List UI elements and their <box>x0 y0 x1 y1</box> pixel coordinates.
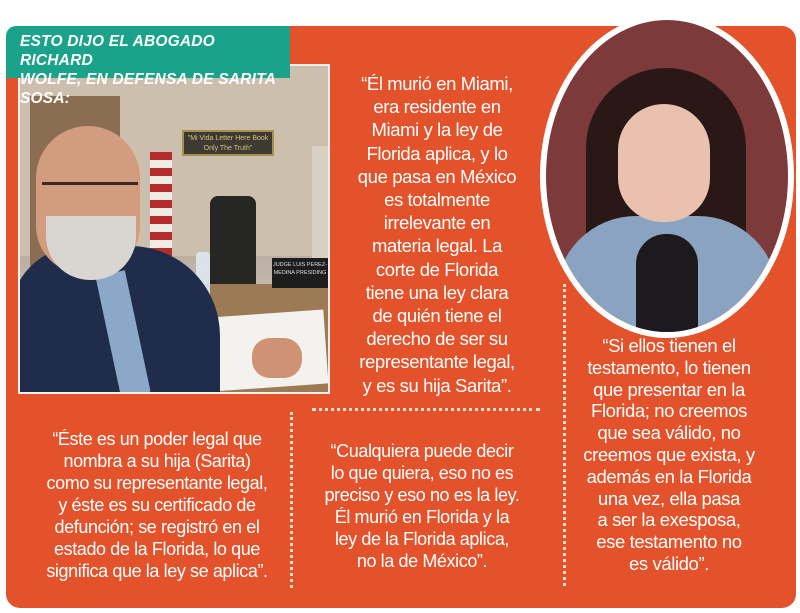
quote-line: como su representante legal, <box>46 473 268 493</box>
quote-top-center <box>342 72 532 397</box>
lawyer-photo <box>18 64 330 394</box>
caption-header <box>6 26 290 107</box>
quote-line: tiene una ley clara <box>365 281 509 303</box>
quote-line: era residente en <box>373 96 501 118</box>
quote-line: “Él murió en Miami, <box>361 73 513 94</box>
quote-line: Florida; no creemos <box>591 400 747 422</box>
quote-line: derecho de ser su <box>366 328 508 350</box>
dotted-divider-right <box>563 284 566 586</box>
quote-line: lo que quiera, eso no es <box>330 463 514 483</box>
quote-line: una vez, ella pasa <box>598 487 740 509</box>
quote-line: no la de México”. <box>356 551 488 571</box>
caption-line-1: ESTO DIJO EL ABOGADO RICHARD <box>20 33 215 69</box>
lawyer-glasses <box>42 182 138 199</box>
quote-line: Miami y la ley de <box>371 119 503 141</box>
portrait-face <box>618 104 710 222</box>
quote-bottom-left <box>30 428 284 582</box>
quote-line: y es su hija Sarita”. <box>362 374 512 396</box>
portrait-shirt <box>636 234 698 338</box>
quote-line: corte de Florida <box>375 258 499 280</box>
quote-line: a ser la exesposa, <box>597 509 741 531</box>
quote-line: representante legal, <box>359 351 515 373</box>
quote-line: que pasa en México <box>357 165 517 187</box>
judge-nameplate: JUDGE LUIS PEREZ-MEDINA PRESIDING <box>272 258 328 288</box>
quote-line: de quién tiene el <box>372 305 502 327</box>
quote-line: “Éste es un poder legal que <box>52 429 262 449</box>
quote-line: que presentar en la <box>593 378 745 400</box>
quote-line: “Si ellos tienen el <box>602 335 736 356</box>
quote-line: “Cualquiera puede decir <box>330 441 514 461</box>
caption-line-2: WOLFE, EN DEFENSA DE SARITA SOSA: <box>20 71 276 107</box>
quote-line: y éste es su certificado de <box>58 495 256 515</box>
quote-line: defunción; se registró en el <box>54 517 260 537</box>
quote-line: Él murió en Florida y la <box>334 507 510 527</box>
quote-line: es totalmente <box>384 189 490 211</box>
lawyer-hand <box>252 338 302 378</box>
sarita-portrait <box>540 14 794 338</box>
quote-line: significa que la ley se aplica”. <box>46 561 268 581</box>
quote-line: además en la Florida <box>586 465 752 487</box>
judge-chair <box>210 196 256 286</box>
quote-line: nombra a su hija (Sarita) <box>63 451 251 471</box>
quote-line: testamento, lo tienen <box>587 356 751 378</box>
quote-line: creemos que exista, y <box>583 443 755 465</box>
dotted-divider-left <box>290 412 293 588</box>
quote-line: materia legal. La <box>372 235 502 257</box>
quote-bottom-center <box>306 440 538 572</box>
quote-line: preciso y eso no es la ley. <box>324 485 520 505</box>
quote-line: es válido”. <box>629 552 709 574</box>
quote-line: ese testamento no <box>596 531 742 553</box>
quote-line: Florida aplica, y lo <box>366 142 508 164</box>
dotted-divider-top-center <box>312 408 540 411</box>
quote-line: ley de la Florida aplica, <box>334 529 510 549</box>
wall-plaque: "Mi Vida Letter Here Book Only The Truth" <box>182 130 274 156</box>
quote-right <box>556 335 782 575</box>
quote-line: irrelevante en <box>383 212 491 234</box>
quote-line: estado de la Florida, lo que <box>54 539 260 559</box>
quote-line: que sea válido, no <box>597 422 741 444</box>
